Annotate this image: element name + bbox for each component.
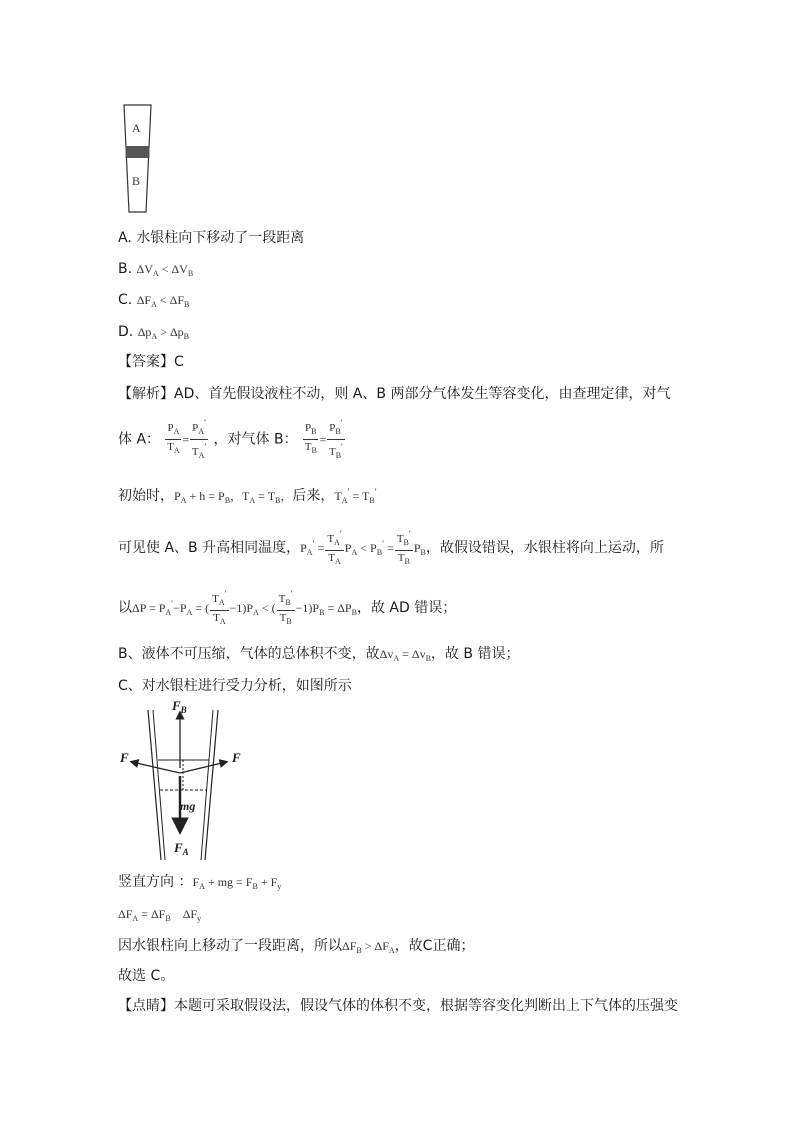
analysis-line-8 [118,872,281,897]
option-b-formula: $\Delta V_A < \Delta V_B$ [136,262,194,278]
force-fb-label: $F_B$ [172,698,187,715]
frac-pa-ta-prime: $\frac{P_A'}{T_A'}$ [191,418,207,460]
analysis-line-2-prefix: 体 A： [118,431,161,448]
analysis-line-9 [118,904,201,929]
frac-pb-tb-prime: $\frac{P_B'}{T_B'}$ [328,418,343,460]
frac-tb-prime-tb: $\frac{T_B'}{T_B}$ [396,529,411,566]
mercury-column [126,146,150,158]
analysis-line-11: 故选 C。 [118,968,175,984]
option-c-formula: $\Delta F_A < \Delta F_B$ [136,293,190,309]
option-b-prefix: B. [118,261,133,277]
analysis-line-5-suffix: ，故 AD 错误； [356,600,457,616]
analysis-line-1-text: AD、首先假设液柱不动，则 A、B 两部分气体发生等容变化，由查理定律，对气 [174,386,671,402]
analysis-line-4: 可见使 A、B 升高相同温度，$P_A'$ = $\frac{T_A'}{T_A}$ $P_A < P_B'$ = $\frac{T_B'}{T_B}$ $P_B$，故假设错误，水银柱将向上运动，所 [118,524,664,564]
analysis-line-6 [118,644,519,669]
vertical-balance-formula: $F_A$ + mg = $F_B + F_y$ [192,875,282,891]
analysis-line-4-suffix: ，故假设错误，水银柱将向上运动，所 [425,540,664,556]
analysis-line-6-prefix: B、液体不可压缩，气体的总体积不变，故 [118,646,380,662]
analysis-line-4-prefix: 可见使 A、B 升高相同温度， [118,540,301,556]
force-change-formula: $\Delta F_A = \Delta F_B$ $\Delta F_y$ [118,907,202,923]
force-f-right-arrow [180,762,226,773]
analysis-line-3-mid: 后来， [292,488,335,504]
comment-line [118,996,678,1016]
force-f-left-arrow [132,762,180,773]
comment-text: 本题可采取假设法，假设气体的体积不变，根据等容变化判断出上下气体的压强变 [174,998,678,1014]
force-fa-label: $F_A$ [174,840,189,857]
frac-ta-prime-ta-2: $\frac{T_A'}{T_A}$ [212,589,227,626]
analysis-line-1 [118,384,670,404]
tube-label-a: A [132,121,141,135]
analysis-line-10-prefix: 因水银柱向上移动了一段距离，所以 [118,938,342,954]
comment-heading: 【点睛】 [118,998,174,1014]
later-condition-formula: $T_A' = T_B'$ [334,487,377,505]
force-f-left-label: F [120,750,129,765]
force-mg-label: mg [180,799,196,813]
frac-ta-prime-ta: $\frac{T_A'}{T_A}$ [327,529,342,566]
analysis-line-10-suffix: ，故C正确； [394,938,475,954]
analysis-line-3 [118,482,377,511]
answer-line: 【答案】C [118,354,184,370]
option-d [118,322,189,347]
frac-pb-tb: $\frac{P_B}{T_B}$ [304,422,317,455]
analysis-line-2: 体 A： $\frac{P_A}{T_A}$ = $\frac{P_A'}{T_A'}$ ，对气体 B： $\frac{P_B}{T_B}$ = $\frac{P_B'}{T_B'}$ [118,416,346,462]
analysis-line-5: 以$\Delta P = P_A'-P_A$ = ( $\frac{T_A'}{T_A}$ $-1)P_A$ < ( $\frac{T_B'}{T_B}$ $-1)P_B = \Delta P_B$，故 AD 错误； [118,584,456,624]
analysis-heading: 【解析】 [118,386,174,402]
option-c-prefix: C. [118,292,133,308]
analysis-line-7: C、对水银柱进行受力分析，如图所示 [118,678,352,694]
option-c [118,290,189,315]
option-b [118,259,193,284]
analysis-line-10 [118,936,474,961]
option-d-formula: $\Delta p_A > \Delta p_B$ [137,325,190,341]
analysis-line-5-prefix: 以 [118,600,132,616]
force-f-right-label: F [232,750,241,765]
initial-condition-formula: $P_A + h = P_B$，$T_A = T_B$， [174,489,293,505]
analysis-line-2-mid: ，对气体 B： [213,431,298,448]
volume-change-formula: $\Delta v_A = \Delta v_B$ [379,647,431,663]
force-diagram [118,698,248,863]
analysis-line-3-prefix: 初始时， [118,488,174,504]
analysis-line-8-prefix: 竖直方向 ： [118,874,193,890]
option-a: A. 水银柱向下移动了一段距离 [118,230,305,246]
analysis-line-6-suffix: ，故 B 错误； [430,646,520,662]
tube-label-b: B [132,174,141,188]
frac-pa-ta: $\frac{P_A}{T_A}$ [167,422,180,455]
tube-figure [118,100,158,215]
frac-tb-prime-tb-2: $\frac{T_B'}{T_B}$ [278,589,293,626]
option-d-prefix: D. [118,324,134,340]
force-compare-formula: $\Delta F_B > \Delta F_A$ [342,939,395,955]
